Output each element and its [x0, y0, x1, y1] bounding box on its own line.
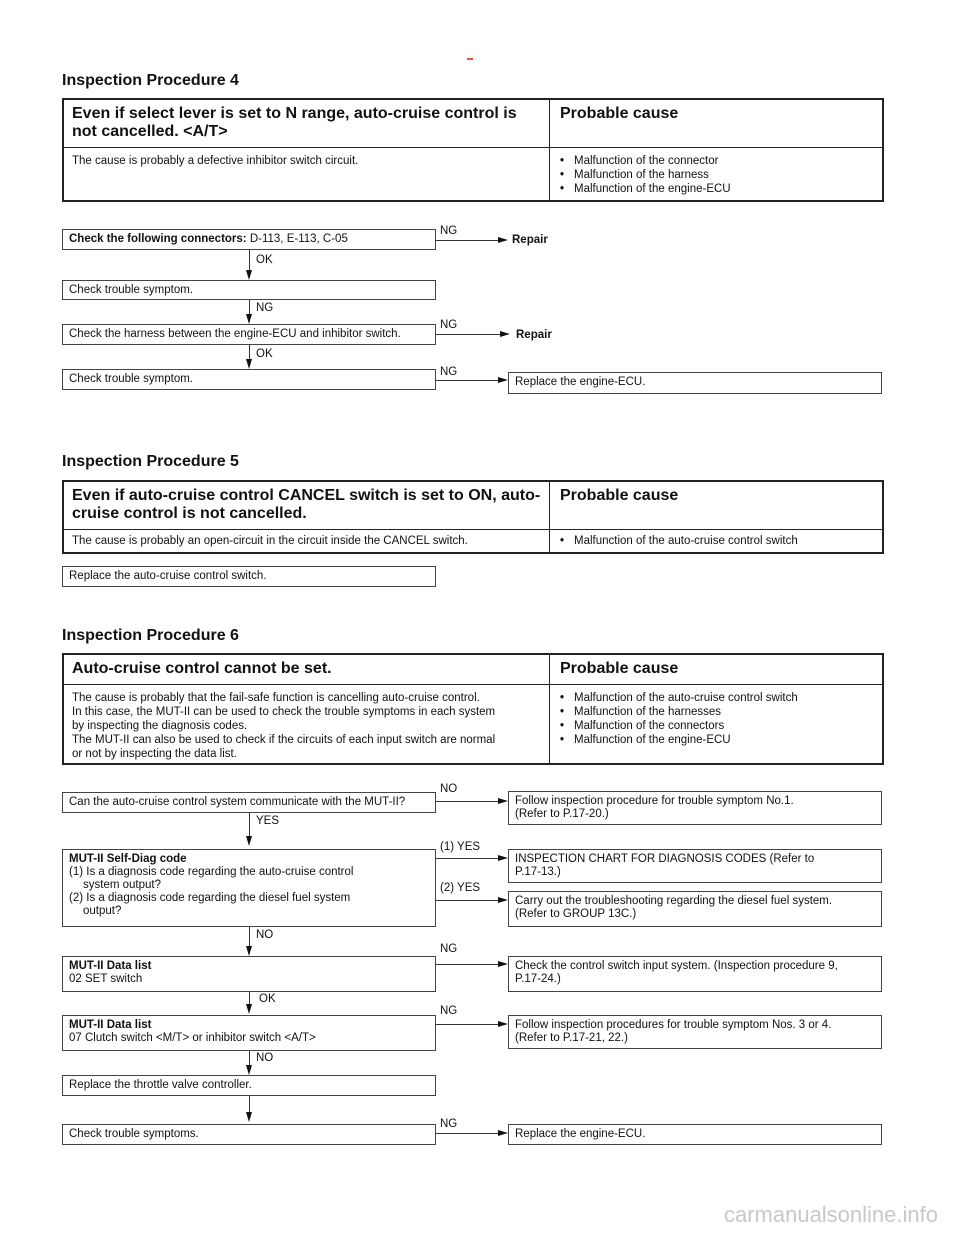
no-label: NO — [256, 929, 274, 941]
cause-item: • Malfunction of the engine-ECU — [560, 734, 731, 746]
bullet-icon: • — [560, 535, 565, 547]
probable-cause-heading: Probable cause — [560, 105, 679, 122]
arrow-right-icon — [498, 798, 508, 804]
bullet-icon: • — [560, 734, 565, 746]
cause-item: • Malfunction of the harness — [560, 169, 709, 181]
cause-item: • Malfunction of the harnesses — [560, 706, 722, 718]
arrow-right-icon — [498, 377, 508, 383]
communicate-question-box: Can the auto-cruise control system communicate with the MUT-II? — [62, 792, 436, 813]
ng-label: NG — [440, 1118, 458, 1130]
arrow-down-icon — [246, 1112, 252, 1122]
connector-line — [436, 1024, 498, 1025]
arrow-down-icon — [246, 946, 252, 956]
arrow-right-icon — [498, 237, 508, 243]
arrow-down-icon — [246, 359, 252, 369]
check-symptom-box: Check trouble symptom. — [62, 369, 436, 390]
probable-cause-heading: Probable cause — [560, 660, 679, 677]
procedure-5-title: Inspection Procedure 5 — [62, 453, 239, 470]
connector-line — [436, 964, 498, 965]
replace-ecu-box: Replace the engine-ECU. — [508, 372, 882, 394]
cause-description: The cause is probably an open-circuit in the circuit inside the CANCEL switch. — [64, 530, 550, 552]
arrow-right-icon — [500, 331, 510, 337]
connector-line — [249, 300, 250, 315]
no-label: NO — [440, 783, 458, 795]
arrow-right-icon — [498, 855, 508, 861]
arrow-down-icon — [246, 1065, 252, 1075]
bullet-icon: • — [560, 706, 565, 718]
symptom-heading: Auto-cruise control cannot be set. — [64, 655, 550, 684]
symptom-heading: Even if select lever is set to N range, auto-cruise control is not cancelled. <A/T> — [64, 100, 550, 147]
probable-cause-heading: Probable cause — [560, 487, 679, 504]
result-box: Follow inspection procedure for trouble symptom No.1. (Refer to P.17-20.) — [508, 791, 882, 825]
arrow-right-icon — [498, 897, 508, 903]
check-symptoms-box: Check trouble symptoms. — [62, 1124, 436, 1145]
symptom-heading: Even if auto-cruise control CANCEL switch is set to ON, auto-cruise control is not cancelled. — [64, 482, 550, 529]
connector-line — [249, 927, 250, 947]
bullet-icon: • — [560, 720, 565, 732]
bullet-icon: • — [560, 183, 565, 195]
connector-line — [436, 334, 500, 335]
replace-switch-box: Replace the auto-cruise control switch. — [62, 566, 436, 587]
yes-label: YES — [256, 815, 280, 827]
cause-list — [550, 148, 882, 200]
yes-1-label: (1) YES — [440, 841, 481, 853]
connector-line — [436, 801, 498, 802]
procedure-4-table — [62, 98, 884, 202]
ok-label: OK — [259, 993, 276, 1005]
repair-label: Repair — [516, 329, 552, 341]
data-list-set-box: MUT-II Data list 02 SET switch — [62, 956, 436, 992]
connector-line — [249, 250, 250, 270]
procedure-5-table — [62, 480, 884, 554]
cause-description: The cause is probably a defective inhibitor switch circuit. — [64, 148, 550, 200]
connector-line — [436, 240, 498, 241]
procedure-4-title: Inspection Procedure 4 — [62, 72, 239, 89]
ng-label: NG — [440, 943, 458, 955]
result-box: Carry out the troubleshooting regarding the diesel fuel system. (Refer to GROUP 13C.) — [508, 891, 882, 927]
cause-item: • Malfunction of the auto-cruise control switch — [560, 692, 798, 704]
connector-line — [436, 858, 498, 859]
replace-throttle-box: Replace the throttle valve controller. — [62, 1075, 436, 1096]
connector-line — [249, 345, 250, 360]
ok-label: OK — [256, 348, 273, 360]
arrow-down-icon — [246, 270, 252, 280]
cause-item: • Malfunction of the auto-cruise control switch — [560, 535, 798, 547]
procedure-6-table — [62, 653, 884, 765]
result-box: Check the control switch input system. (Inspection procedure 9, P.17-24.) — [508, 956, 882, 992]
replace-ecu-box: Replace the engine-ECU. — [508, 1124, 882, 1145]
connector-line — [436, 900, 498, 901]
bullet-icon: • — [560, 169, 565, 181]
connector-line — [249, 1096, 250, 1113]
watermark: carmanualsonline.info — [723, 1202, 938, 1227]
repair-label: Repair — [512, 234, 548, 246]
result-box: INSPECTION CHART FOR DIAGNOSIS CODES (Refer to P.17-13.) — [508, 849, 882, 883]
cause-list — [550, 530, 882, 552]
arrow-right-icon — [498, 1130, 508, 1136]
cause-list — [550, 685, 882, 763]
connector-line — [249, 813, 250, 836]
no-label: NO — [256, 1052, 274, 1064]
arrow-down-icon — [246, 1004, 252, 1014]
ng-label: NG — [256, 302, 274, 314]
bullet-icon: • — [560, 155, 565, 167]
arrow-right-icon — [498, 961, 508, 967]
data-list-clutch-box: MUT-II Data list 07 Clutch switch <M/T> or inhibitor switch <A/T> — [62, 1015, 436, 1051]
arrow-down-icon — [246, 314, 252, 324]
yes-2-label: (2) YES — [440, 882, 481, 894]
check-symptom-box: Check trouble symptom. — [62, 280, 436, 300]
bullet-icon: • — [560, 692, 565, 704]
procedure-6-title: Inspection Procedure 6 — [62, 627, 239, 644]
self-diag-question-box: MUT-II Self-Diag code (1) Is a diagnosis code regarding the auto-cruise control system output? (2) Is a diagnosis code regarding the diesel fuel system output? — [62, 849, 436, 927]
check-harness-box: Check the harness between the engine-ECU and inhibitor switch. — [62, 324, 436, 345]
arrow-down-icon — [246, 836, 252, 846]
ng-label: NG — [440, 366, 458, 378]
ng-label: NG — [440, 1005, 458, 1017]
connector-line — [436, 1133, 498, 1134]
connector-line — [436, 380, 498, 381]
arrow-right-icon — [498, 1021, 508, 1027]
ok-label: OK — [256, 254, 273, 266]
cause-description: The cause is probably that the fail-safe function is cancelling auto-cruise control. In this case, the MUT-II can be used to check the trouble symptoms in each system by inspecting the diagnosis codes. The MUT-II can also be used to check if the circuits of each input switch are normal or not by inspecting the data list. — [64, 685, 550, 763]
cause-item: • Malfunction of the connector — [560, 155, 719, 167]
result-box: Follow inspection procedures for trouble symptom Nos. 3 or 4. (Refer to P.17-21, 22.) — [508, 1015, 882, 1049]
connector-line — [249, 1051, 250, 1066]
ng-label: NG — [440, 319, 458, 331]
top-marker — [467, 58, 473, 60]
cause-item: • Malfunction of the engine-ECU — [560, 183, 731, 195]
check-connectors-box: Check the following connectors: D-113, E-113, C-05 — [62, 229, 436, 250]
cause-item: • Malfunction of the connectors — [560, 720, 725, 732]
ng-label: NG — [440, 225, 458, 237]
